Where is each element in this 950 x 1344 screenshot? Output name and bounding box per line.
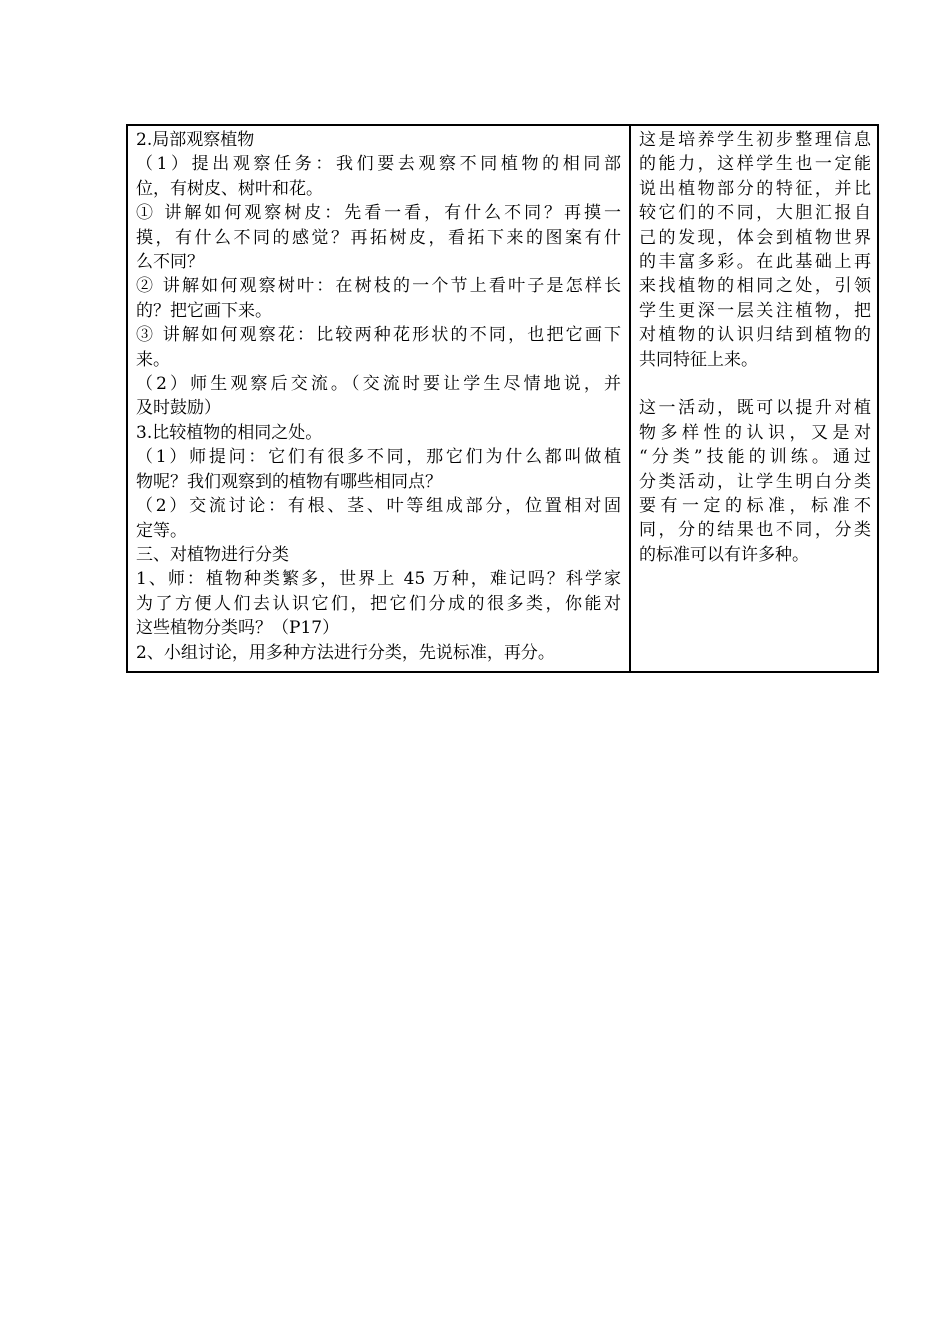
text-line: 物多样性的认识，又是对 [639,422,871,443]
text-line: （1）提出观察任务：我们要去观察不同植物的相同部 [136,154,621,175]
text-line: 要有一定的标准，标准不 [639,496,871,517]
text-line: 来。 [136,349,170,370]
text-line: 学生更深一层关注植物，把 [639,300,871,321]
teaching-process-text [128,126,629,665]
text-line: 的标准可以有许多种。 [639,544,809,565]
text-line: 己的发现，体会到植物世界 [639,227,871,248]
text-line: 这些植物分类吗？（P17） [136,618,340,639]
section-heading: 三、对植物进行分类 [136,544,289,565]
text-line: 位，有树皮、树叶和花。 [136,178,323,199]
text-line: 摸，有什么不同的感觉？再拓树皮，看拓下来的图案有什 [136,227,621,248]
text-line: （2）师生观察后交流。（交流时要让学生尽情地说，并 [136,374,621,395]
text-line: 2.局部观察植物 [136,130,255,150]
text-line: 来找植物的相同之处，引领 [639,276,871,297]
text-line: （2）交流讨论：有根、茎、叶等组成部分，位置相对固 [136,496,621,517]
lesson-plan-table [126,124,879,673]
text-line: 对植物的认识归结到植物的 [639,325,871,346]
text-line: 这一活动，既可以提升对植 [639,398,871,419]
text-line: 3.比较植物的相同之处。 [136,422,323,443]
text-line: 物呢？我们观察到的植物有哪些相同点？ [136,471,442,492]
text-line: 及时鼓励） [136,398,221,419]
text-line: 分类活动，让学生明白分类 [639,471,871,492]
text-line: ② 讲解如何观察树叶：在树枝的一个节上看叶子是怎样长 [136,276,621,297]
text-line: 说出植物部分的特征，并比 [639,178,871,199]
text-line: ③ 讲解如何观察花：比较两种花形状的不同，也把它画下 [136,325,621,346]
text-line: 的丰富多彩。在此基础上再 [639,252,871,273]
text-line: 的能力，这样学生也一定能 [639,154,871,175]
text-line: 1、师：植物种类繁多，世界上 45 万种，难记吗？科学家 [136,569,621,590]
text-line: 共同特征上来。 [639,349,758,370]
text-line: 定等。 [136,520,187,541]
text-line: （1）师提问：它们有很多不同，那它们为什么都叫做植 [136,447,621,468]
text-line: “分类”技能的训练。通过 [639,447,871,468]
design-intent-text [631,126,877,567]
text-line: 为了方便人们去认识它们，把它们分成的很多类，你能对 [136,593,621,614]
paragraph-gap [639,372,871,396]
table-row [127,125,878,672]
text-line: 2、小组讨论，用多种方法进行分类，先说标准，再分。 [136,642,555,663]
text-line: ① 讲解如何观察树皮：先看一看，有什么不同？再摸一 [136,203,621,224]
text-line: 的？把它画下来。 [136,300,272,321]
text-line: 较它们的不同，大胆汇报自 [639,203,871,224]
text-line: 这是培养学生初步整理信息 [639,130,871,150]
design-intent-cell [630,125,878,672]
text-line: 么不同？ [136,252,204,273]
text-line: 同，分的结果也不同，分类 [639,520,871,541]
teaching-process-cell [127,125,630,672]
